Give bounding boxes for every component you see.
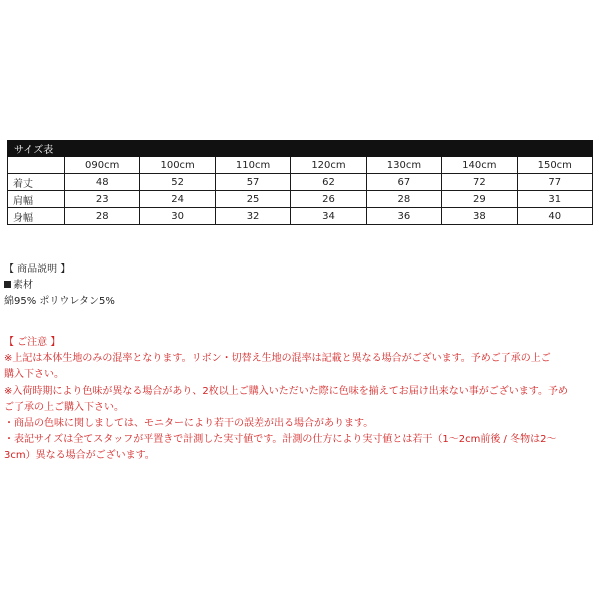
note-line: ※上記は本体生地のみの混率となります。リボン・切替え生地の混率は記載と異なる場合がございます。予めご了承の上ご — [4, 353, 551, 365]
table-cell: 25 — [215, 191, 290, 208]
row-label: 着丈 — [8, 174, 65, 191]
table-cell: 31 — [517, 191, 592, 208]
header-empty-cell — [8, 157, 65, 174]
square-bullet-icon — [4, 281, 11, 288]
table-cell: 77 — [517, 174, 592, 191]
size-column-header: 150cm — [517, 157, 592, 174]
note-line: ・商品の色味に関しましては、モニターにより若干の誤差が出る場合があります。 — [4, 418, 374, 430]
table-cell: 26 — [291, 191, 366, 208]
note-line: ※入荷時期により色味が異なる場合があり、2枚以上ご購入いただいた際に色味を揃えてお届け出来ない事がございます。予め — [4, 385, 568, 397]
notes-heading: 【 ご注意 】 — [4, 337, 61, 348]
table-cell: 48 — [65, 174, 140, 191]
size-table — [7, 140, 593, 225]
table-cell: 28 — [366, 191, 441, 208]
table-cell: 29 — [442, 191, 517, 208]
table-cell: 52 — [140, 174, 215, 191]
row-label: 身幅 — [8, 208, 65, 225]
size-table-title-row — [8, 141, 593, 157]
table-cell: 28 — [65, 208, 140, 225]
size-table-title: サイズ表 — [8, 141, 593, 157]
table-cell: 38 — [442, 208, 517, 225]
size-table-header-row — [8, 157, 593, 174]
notes-section — [4, 335, 596, 465]
table-cell: 72 — [442, 174, 517, 191]
product-description — [4, 262, 596, 310]
row-label: 肩幅 — [8, 191, 65, 208]
material-label: 素材 — [13, 280, 33, 291]
table-cell: 34 — [291, 208, 366, 225]
table-cell: 24 — [140, 191, 215, 208]
table-row-length — [8, 174, 593, 191]
size-column-header: 140cm — [442, 157, 517, 174]
size-column-header: 120cm — [291, 157, 366, 174]
table-cell: 57 — [215, 174, 290, 191]
size-column-header: 130cm — [366, 157, 441, 174]
note-line: ・表記サイズは全てスタッフが平置きで計測した実寸値です。計測の仕方により実寸値とは若干（1〜2cm前後 / 冬物は2〜 — [4, 434, 557, 446]
size-column-header: 110cm — [215, 157, 290, 174]
table-row-width — [8, 208, 593, 225]
note-line: 3cm）異なる場合がございます。 — [4, 450, 155, 462]
table-cell: 67 — [366, 174, 441, 191]
note-line: ご了承の上ご購入下さい。 — [4, 401, 124, 413]
table-cell: 32 — [215, 208, 290, 225]
material-value: 綿95% ポリウレタン5% — [4, 296, 115, 307]
size-column-header: 100cm — [140, 157, 215, 174]
table-cell: 30 — [140, 208, 215, 225]
note-line: 購入下さい。 — [4, 369, 64, 381]
table-cell: 23 — [65, 191, 140, 208]
table-cell: 36 — [366, 208, 441, 225]
table-cell: 62 — [291, 174, 366, 191]
description-heading: 【 商品説明 】 — [4, 264, 71, 275]
material-heading — [4, 278, 596, 294]
table-cell: 40 — [517, 208, 592, 225]
size-column-header: 090cm — [65, 157, 140, 174]
table-row-shoulder — [8, 191, 593, 208]
